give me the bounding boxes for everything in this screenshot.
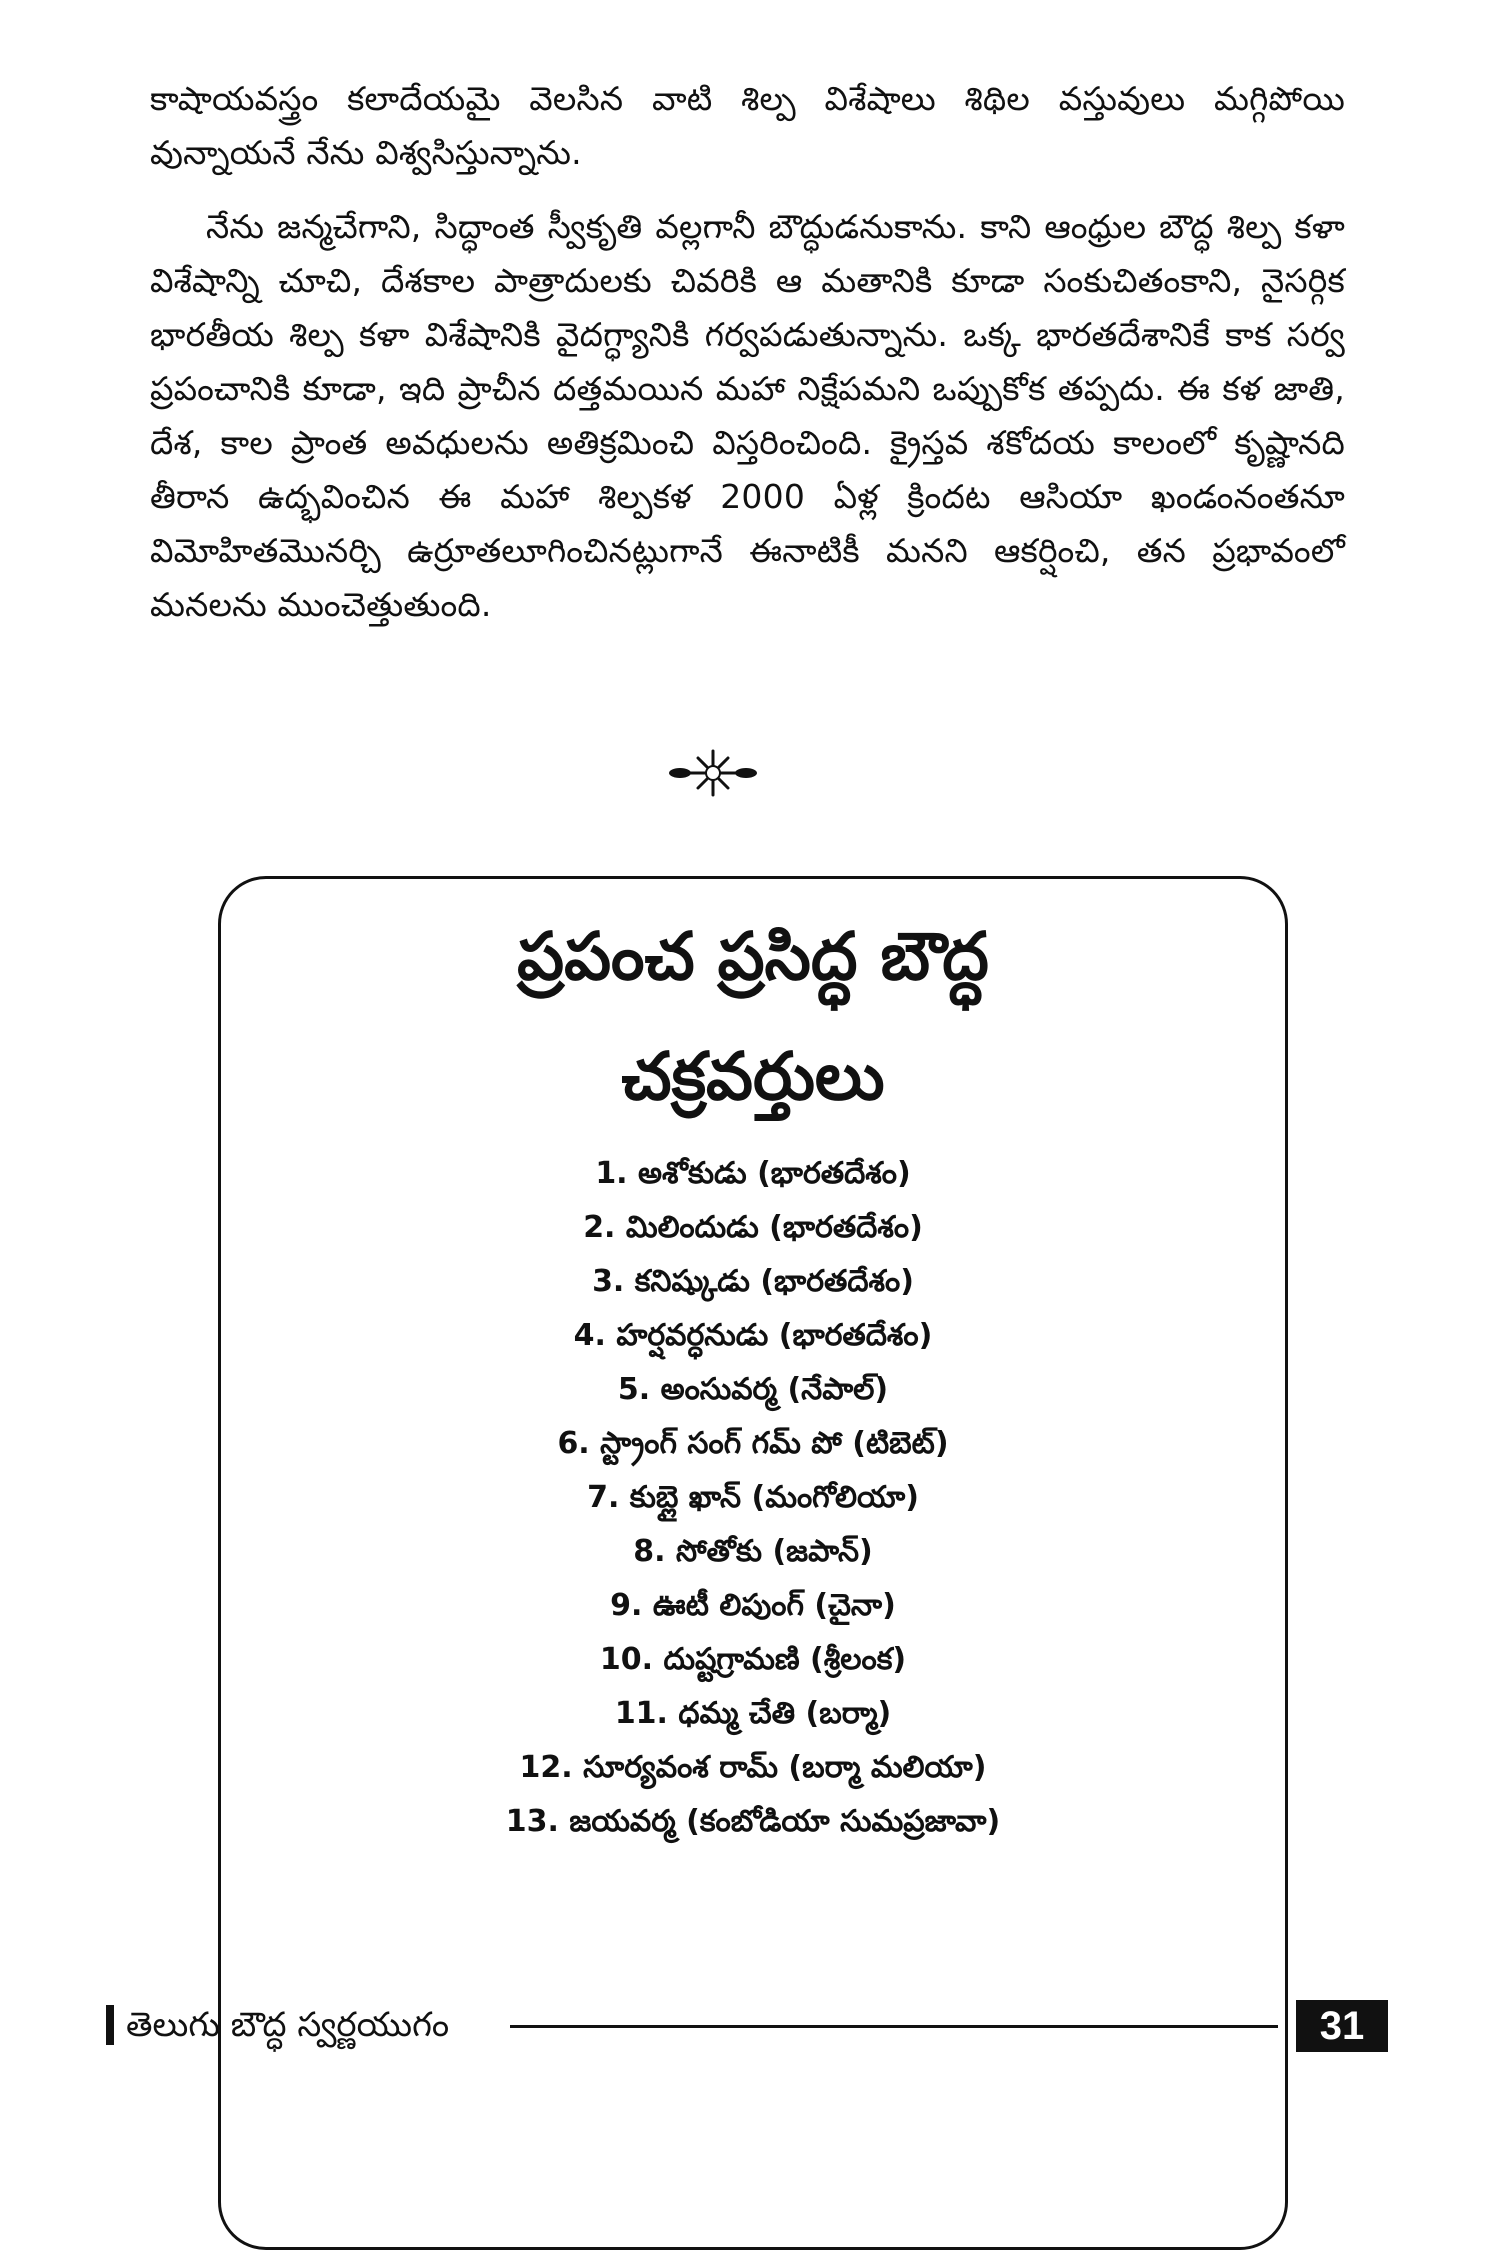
footer-marker: [106, 2005, 114, 2045]
box-title-line-1: ప్రపంచ ప్రసిద్ధ బౌద్ధ: [517, 918, 989, 995]
box-title-line-2: చక్రవర్తులు: [621, 1038, 885, 1115]
list-item: 10. దుష్టగ్రామణి (శ్రీలంక): [599, 1642, 907, 1677]
list-item: 13. జయవర్మ (కంబోడియా సుమప్రజావా): [505, 1804, 1001, 1839]
list-item: 9. ఊటీ లిపుంగ్ (చైనా): [610, 1588, 896, 1623]
emperors-list: [221, 1147, 1285, 1849]
list-item: 2. మిలిందుడు (భారతదేశం): [583, 1210, 923, 1245]
flower-ornament-icon: [668, 748, 758, 798]
footer-divider: [510, 2025, 1278, 2028]
list-item: 3. కనిష్కుడు (భారతదేశం): [592, 1264, 914, 1299]
body-paragraph-1: కాషాయవస్త్రం కలాదేయమై వెలసిన వాటి శిల్ప విశేషాలు శిథిల వస్తువులు మగ్గిపోయి వున్నాయనే నేను విశ్వసిస్తున్నాను.: [150, 79, 1345, 172]
footer-book-title: తెలుగు బౌద్ధ స్వర్ణయుగం: [126, 2005, 450, 2045]
list-item: 4. హర్షవర్ధనుడు (భారతదేశం): [573, 1318, 933, 1353]
list-item: 8. సోతోకు (జపాన్): [633, 1534, 873, 1569]
list-item: 11. ధమ్మ చేతి (బర్మా): [614, 1696, 892, 1731]
page-number: 31: [1296, 2000, 1388, 2052]
list-item: 6. స్ట్రాంగ్ సంగ్ గమ్ పో (టిబెట్): [557, 1426, 949, 1461]
list-item: 7. కుబ్లై ఖాన్ (మంగోలియా): [587, 1480, 919, 1515]
body-paragraph-2: నేను జన్మచేగాని, సిద్ధాంత స్వీకృతి వల్లగానీ బౌద్ధుడనుకాను. కాని ఆంధ్రుల బౌద్ధ శిల్ప కళా విశేషాన్ని చూచి, దేశకాల పాత్రాదులకు చివరికి ఆ మతానికి కూడా సంకుచితంకాని, నైసర్గిక భారతీయ శిల్ప కళా విశేషానికి వైదగ్ధ్యానికి గర్వపడుతున్నాను. ఒక్క భారతదేశానికే కాక సర్వ ప్రపంచానికి కూడా, ఇది ప్రాచీన దత్తమయిన మహా నిక్షేపమని ఒప్పుకోక తప్పదు. ఈ కళ జాతి, దేశ, కాల ప్రాంత అవధులను అతిక్రమించి విస్తరించింది. క్రైస్తవ శకోదయ కాలంలో కృష్ణానది తీరాన ఉద్భవించిన ఈ మహా శిల్పకళ 2000 ఏళ్ల క్రిందట ఆసియా ఖండంనంతనూ విమోహితమొనర్చి ఉర్రూతలూగించినట్లుగానే ఈనాటికీ మనని ఆకర్షించి, తన ప్రభావంలో మనలను ముంచెత్తుతుంది.: [150, 207, 1345, 624]
list-item: 1. అశోకుడు (భారతదేశం): [595, 1156, 911, 1191]
list-item: 12. సూర్యవంశ రామ్ (బర్మా మలియా): [519, 1750, 987, 1785]
list-item: 5. అంసువర్మ (నేపాల్): [617, 1372, 889, 1407]
